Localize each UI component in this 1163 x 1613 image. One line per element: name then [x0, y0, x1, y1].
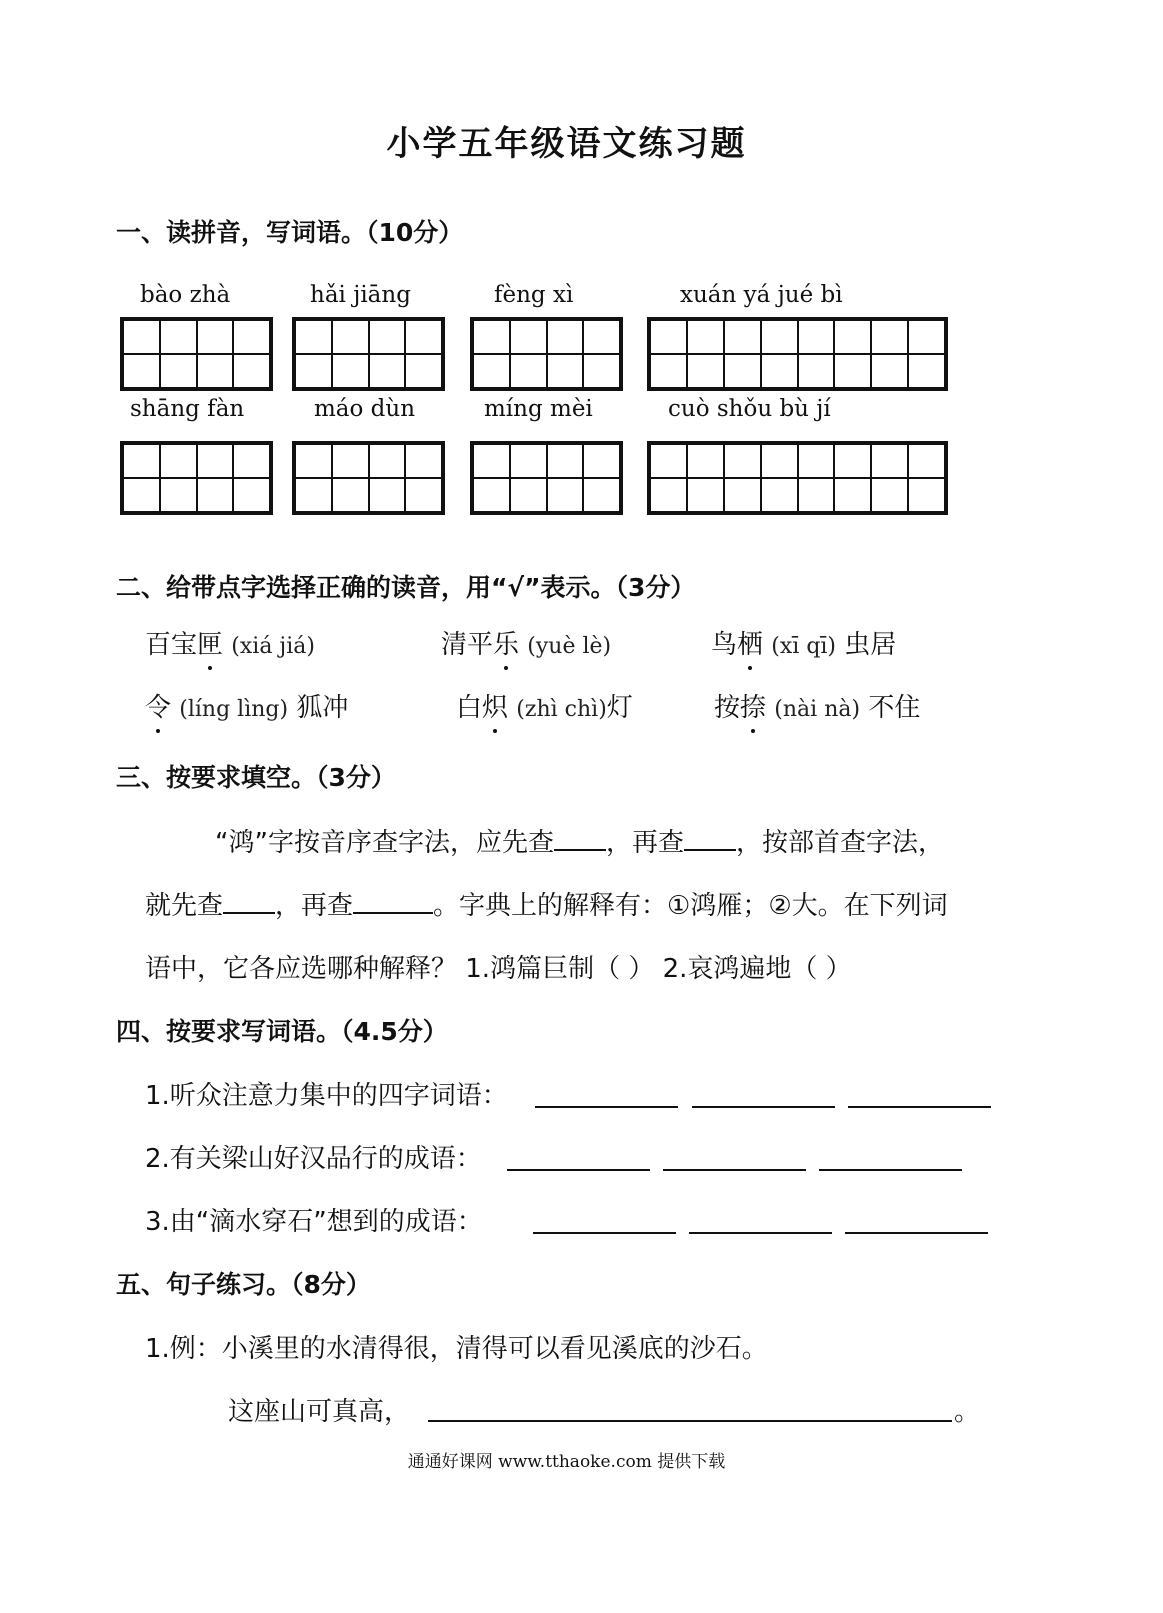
writing-grid[interactable] — [470, 317, 623, 391]
sentence-end: 。 — [954, 1397, 981, 1427]
section-3-heading: 三、按要求填空。（3分） — [116, 763, 396, 792]
text: ，再查 — [275, 891, 354, 921]
pinyin-options[interactable]: (zhì chì) — [516, 697, 607, 722]
answer-blank[interactable] — [223, 888, 275, 914]
answer-line[interactable] — [845, 1232, 988, 1234]
answer-blank[interactable] — [684, 825, 736, 851]
text: ，按部首查字法， — [735, 828, 944, 858]
writing-grid[interactable] — [120, 441, 273, 515]
pinyin-label: fèng xì — [494, 282, 574, 308]
item-text: 不住 — [868, 693, 921, 723]
pronunciation-item[interactable] — [714, 687, 920, 724]
pinyin-label: máo dùn — [314, 396, 416, 422]
section-1-heading: 一、读拼音，写词语。（10分） — [116, 218, 464, 247]
answer-line[interactable] — [848, 1106, 991, 1108]
section-5-heading: 五、句子练习。（8分） — [116, 1270, 371, 1299]
text: “鸿”字按音序查字法，应先查 — [215, 828, 554, 858]
dotted-char: 栖 — [737, 624, 763, 661]
pinyin-options[interactable]: (xiá jiá) — [231, 634, 315, 659]
item-text: 按 — [714, 693, 741, 723]
text: 。字典上的解释有：①鸿雁；②大。在下列词 — [433, 891, 948, 921]
answer-line[interactable] — [533, 1232, 676, 1234]
dotted-char: 乐 — [493, 624, 519, 661]
text: ，再查 — [605, 828, 684, 858]
item-text: 狐冲 — [296, 693, 349, 723]
fill-line-2 — [145, 885, 948, 922]
writing-grid[interactable] — [120, 317, 273, 391]
pronunciation-item[interactable] — [145, 624, 315, 661]
item-text: 灯 — [606, 693, 633, 723]
dotted-char: 捺 — [740, 687, 766, 724]
answer-line[interactable] — [692, 1106, 835, 1108]
pinyin-label: míng mèi — [484, 396, 593, 422]
dotted-char: 炽 — [482, 687, 508, 724]
sentence-prompt: 这座山可真高， — [228, 1397, 411, 1427]
example-sentence: 1.例：小溪里的水清得很，清得可以看见溪底的沙石。 — [145, 1334, 768, 1364]
answer-line[interactable] — [663, 1169, 806, 1171]
answer-line[interactable] — [819, 1169, 962, 1171]
pinyin-label: hǎi jiāng — [310, 282, 411, 308]
item-text: 百宝 — [145, 630, 198, 660]
pronunciation-item[interactable] — [711, 624, 896, 661]
question-2: 2.有关梁山好汉品行的成语： — [145, 1144, 482, 1174]
writing-grid[interactable] — [292, 317, 445, 391]
answer-line[interactable] — [689, 1232, 832, 1234]
answer-line[interactable] — [507, 1169, 650, 1171]
item-text: 清平 — [441, 630, 494, 660]
answer-line[interactable] — [535, 1106, 678, 1108]
answer-blank[interactable] — [353, 888, 433, 914]
pinyin-options[interactable]: (nài nà) — [774, 697, 861, 722]
pronunciation-item[interactable] — [456, 687, 633, 724]
question-3: 3.由“滴水穿石”想到的成语： — [145, 1207, 483, 1237]
pinyin-options[interactable]: (líng lìng) — [179, 697, 289, 722]
answer-line[interactable] — [428, 1420, 952, 1422]
question-1: 1.听众注意力集中的四字词语： — [145, 1081, 508, 1111]
answer-blank[interactable] — [554, 825, 606, 851]
fill-line-1 — [215, 822, 944, 859]
footer: 通通好课网 www.tthaoke.com 提供下载 — [407, 1452, 726, 1472]
pronunciation-item[interactable] — [441, 624, 611, 661]
item-text: 虫居 — [844, 630, 897, 660]
text: 就先查 — [145, 891, 224, 921]
writing-grid[interactable] — [292, 441, 445, 515]
pronunciation-item[interactable] — [145, 687, 348, 724]
fill-line-3: 语中，它各应选哪种解释？ 1.鸿篇巨制（ ） 2.哀鸿遍地（ ） — [145, 954, 852, 984]
pinyin-label: bào zhà — [140, 282, 231, 308]
pinyin-options[interactable]: (xī qī) — [771, 634, 837, 659]
writing-grid[interactable] — [647, 441, 948, 515]
item-text: 白 — [456, 693, 483, 723]
pinyin-label: cuò shǒu bù jí — [668, 396, 831, 422]
pinyin-label: xuán yá jué bì — [680, 282, 843, 308]
pinyin-label: shāng fàn — [130, 396, 245, 422]
pinyin-options[interactable]: (yuè lè) — [527, 634, 612, 659]
section-2-heading: 二、给带点字选择正确的读音，用“√”表示。（3分） — [116, 573, 696, 602]
writing-grid[interactable] — [470, 441, 623, 515]
item-text: 鸟 — [711, 630, 738, 660]
section-4-heading: 四、按要求写词语。（4.5分） — [116, 1017, 448, 1046]
page-title: 小学五年级语文练习题 — [386, 124, 747, 164]
dotted-char: 令 — [145, 687, 171, 724]
writing-grid[interactable] — [647, 317, 948, 391]
dotted-char: 匣 — [197, 624, 223, 661]
